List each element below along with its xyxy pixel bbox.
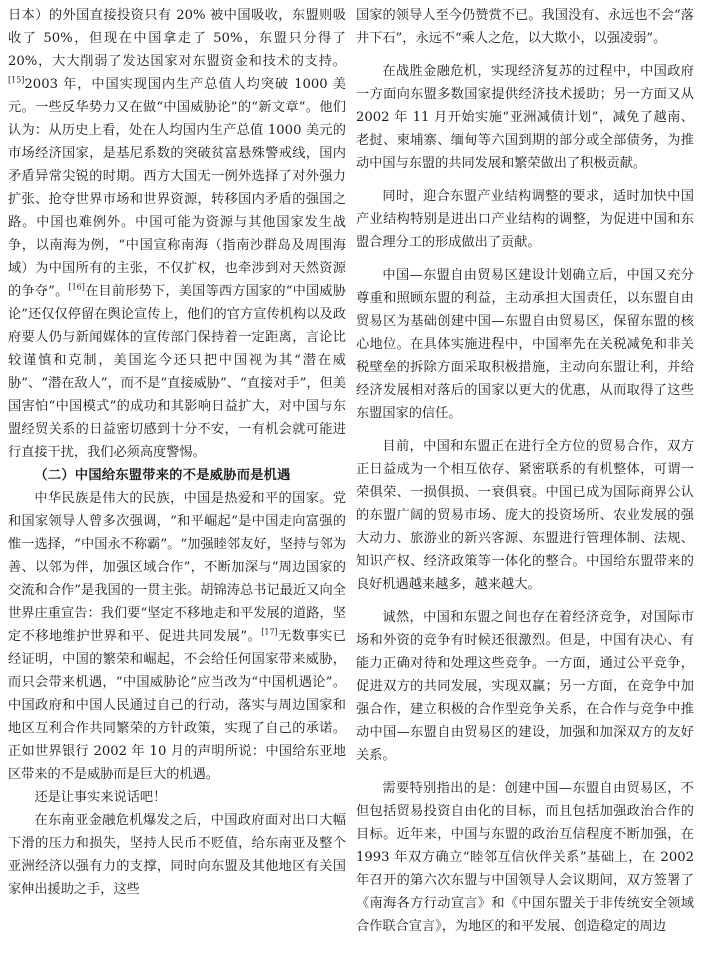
paragraph-financial-crisis: 在东南亚金融危机爆发之后，中国政府面对出口大幅下滑的压力和损失，坚持人民币不贬值，给东南亚及整个亚洲经济以强有力的支撑，同时向东盟及其他地区有关国家伸出援助之手，这些: [8, 813, 346, 897]
paragraph-leaders-praise: 国家的领导人至今仍赞赏不已。我国没有、永远也不会“落井下石”，永远不“乘人之危，以大欺小，以强凌弱”。: [356, 8, 694, 46]
paragraph-peaceful-nation: 中华民族是伟大的民族，中国是热爱和平的国家。党和国家领导人曾多次强调，“和平崛起”是中国走向富强的惟一选择，“中国永不称霸”。“加强睦邻友好，坚持与邻为善、以邻为伴，加强区域合作”，不断加深与“周边国家的交流和合作”是我国的一贯主张。胡锦涛总书记最近又向全世界庄重宣告：我们要“坚定不移地走和平发展的道路，坚定不移地维护世界和平、促进共同发展”。[17]无数事实已经证明，中国的繁荣和崛起，不会给任何国家带来威胁，而只会带来机遇，“中国威胁论”应当改为“中国机遇论”。中国政府和中国人民通过自己的行动，落实与周边国家和地区互利合作共同繁荣的方针政策，实现了自己的承诺。正如世界银行 2002 年 10 月的声明所说：中国给东亚地区带来的不是威胁而是巨大的机遇。: [8, 491, 346, 782]
section-heading: （二）中国给东盟带来的不是威胁而是机遇: [34, 468, 291, 483]
paragraph-trade-cooperation: 目前，中国和东盟正在进行全方位的贸易合作，双方正日益成为一个相互依存、紧密联系的有机整体，可谓一荣俱荣、一损俱损、一衰俱衰。中国已成为国际商界公认的东盟广阔的贸易市场、庞大的投资场所、农业发展的强大动力、旅游业的新兴客源、东盟进行管理体制、法规、知识产权、经济政策等一体化的整合。中国给东盟带来的良好机遇越来越多，越来越大。: [356, 439, 694, 592]
right-column: [356, 4, 694, 972]
paragraph-competition: 诚然，中国和东盟之间也存在着经济竞争，对国际市场和外资的竞争有时候还很激烈。但是，中国有决心、有能力正确对待和处理这些竞争。一方面，通过公平竞争，促进双方的共同发展，实现双赢；另一方面，在竞争中加强合作，建立积极的合作型竞争关系，在合作与竞争中推动中国—东盟自由贸易区的建设，加强和加深双方的友好关系。: [356, 610, 694, 763]
footnote-ref-16: [16]: [68, 282, 85, 292]
left-column: [8, 4, 346, 972]
paragraph-industrial-structure: 同时，迎合东盟产业结构调整的要求，适时加快中国产业结构特别是进出口产业结构的调整，为促进中国和东盟合理分工的形成做出了贡献。: [356, 189, 694, 250]
paragraph-foreign-investment: 日本）的外国直接投资只有 20% 被中国吸收，东盟则吸收了 50%，但现在中国拿走了 50%，东盟只分得了 20%，大大削弱了发达国家对东盟资金和技术的支持。[15]2003 年，中国实现国内生产总值人均突破 1000 美元。一些反华势力又在做“中国威胁论”的“新文章”。他们认为：从历史上看，处在人均国内生产总值 1000 美元的市场经济国家，是基尼系数的突破贫富悬殊警戒线，国内矛盾异常尖锐的时期。西方大国无一例外选择了对外强力扩张、抢夺世界市场和世界资源，转移国内矛盾的强国之路。中国也难例外。中国可能为资源与其他国家发生战争，以南海为例，“中国宣称南海（指南沙群岛及周围海域）为中国所有的主张，不仅扩权，也牵涉到对天然资源的争夺”。[16]在目前形势下，美国等西方国家的“中国威胁论”还仅仅停留在舆论宣传上，他们的官方宣传机构以及政府要人仍与新闻媒体的宣传部门保持着一定距离，言论比较谨慎和克制，美国迄今还只把中国视为其“潜在威胁”、“潜在敌人”，而不是“直接威胁”、“直接对手”，但美国害怕“中国模式”的成功和其影响日益扩大，对中国与东盟经贸关系的日益密切感到十分不安，一有机会就可能进行直接干扰，我们必须高度警惕。: [8, 8, 346, 460]
paragraph-free-trade-area: 中国—东盟自由贸易区建设计划确立后，中国又充分尊重和照顾东盟的利益，主动承担大国责任，以东盟自由贸易区为基础创建中国—东盟自由贸易区，保留东盟的核心地位。在具体实施进程中，中国率先在关税减免和非关税壁垒的拆除方面采取积极措施，主动向东盟让利，并给经济发展相对落后的国家以更大的优惠，从而取得了这些东盟国家的信任。: [356, 268, 694, 421]
paragraph-let-facts-speak: 还是让事实来说话吧！: [34, 790, 167, 805]
footnote-ref-15: [15]: [8, 75, 25, 85]
footnote-ref-17: [17]: [261, 627, 278, 637]
paragraph-political-cooperation: 需要特别指出的是：创建中国—东盟自由贸易区，不但包括贸易投资自由化的目标，而且包括加强政治合作的目标。近年来，中国与东盟的政治互信程度不断加强，在 1993 年双方确立“睦邻互信伙伴关系”基础上，在 2002 年召开的第六次东盟与中国领导人会议期间，双方签署了《南海各方行动宣言》和《中国东盟关于非传统安全领域合作联合宣言》，为地区的和平发展、创造稳定的周边: [356, 781, 694, 934]
paragraph-economic-recovery: 在战胜金融危机，实现经济复苏的过程中，中国政府一方面向东盟多数国家提供经济技术援助；另一方面又从 2002 年 11 月开始实施“亚洲减债计划”，减免了越南、老挝、柬埔寨、缅甸等六国到期的部分或全部债务，为推动中国与东盟的共同发展和繁荣做出了积极贡献。: [356, 64, 694, 171]
